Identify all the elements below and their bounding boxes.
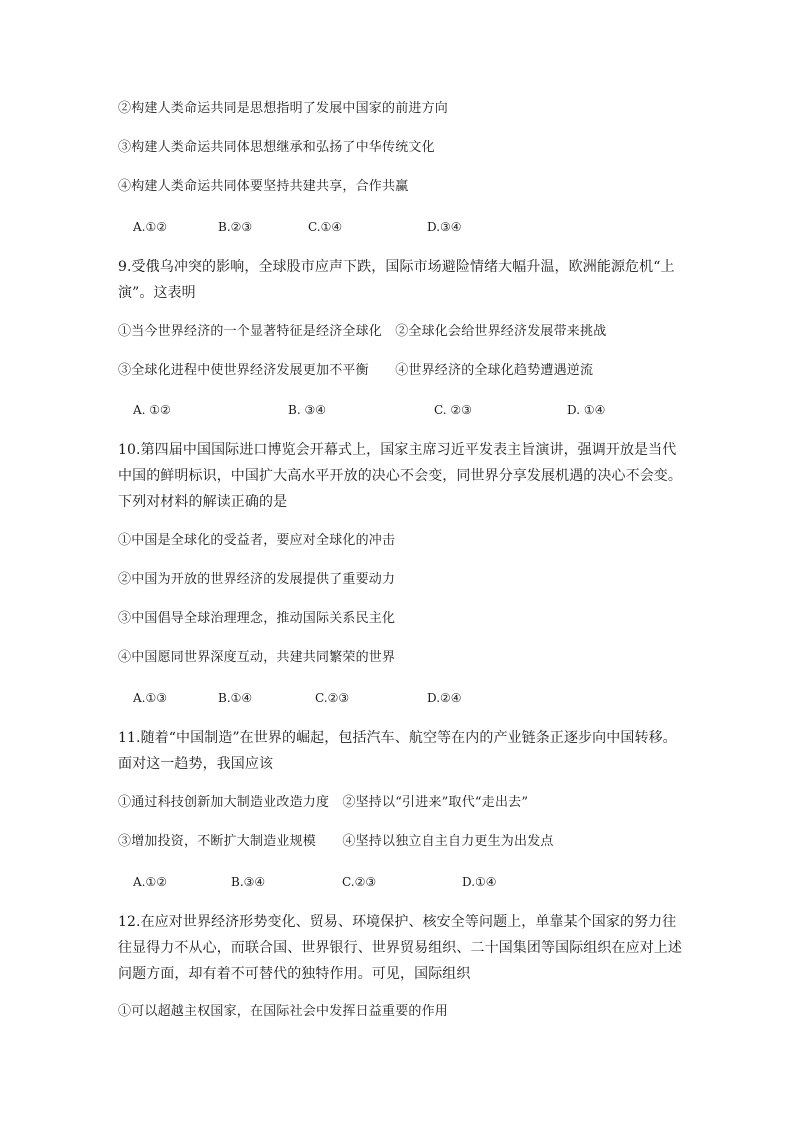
q9-stem-line-2: 演”。这表明 bbox=[118, 285, 196, 301]
q10-option-b: B.①④ bbox=[218, 691, 253, 705]
q10-option-c: C.②③ bbox=[315, 691, 350, 705]
q11-option-a: A.①② bbox=[133, 875, 167, 889]
q9-option-a: A. ①② bbox=[133, 403, 171, 417]
q11-stem-line-1: 11.随着“中国制造”在世界的崛起，包括汽车、航空等在内的产业链条正逐步向中国转移。 bbox=[118, 730, 677, 746]
q12-item-1: ①可以超越主权国家，在国际社会中发挥日益重要的作用 bbox=[118, 1004, 449, 1019]
q11-items-line-1: ①通过科技创新加大制造业改造力度 ②坚持以“引进来”取代“走出去” bbox=[118, 795, 529, 810]
q10-stem-line-3: 下列对材料的解读正确的是 bbox=[118, 494, 288, 510]
q12-stem-line-1: 12.在应对世界经济形势变化、贸易、环境保护、核安全等问题上，单靠某个国家的努力往 bbox=[118, 914, 677, 930]
q8-option-c: C.①④ bbox=[308, 220, 343, 234]
q9-option-b: B. ③④ bbox=[288, 403, 326, 417]
q10-item-2: ②中国为开放的世界经济的发展提供了重要动力 bbox=[118, 572, 396, 587]
q11-items-line-2: ③增加投资，不断扩大制造业规模 ④坚持以独立自主自力更生为出发点 bbox=[118, 834, 554, 849]
q8-option-d: D.③④ bbox=[427, 220, 462, 234]
q10-item-3: ③中国倡导全球治理理念，推动国际关系民主化 bbox=[118, 611, 396, 626]
q9-option-d: D. ①④ bbox=[567, 403, 606, 417]
q11-option-d: D.①④ bbox=[462, 875, 497, 889]
q9-items-line-1: ①当今世界经济的一个显著特征是经济全球化 ②全球化会给世界经济发展带来挑战 bbox=[118, 324, 607, 339]
q11-option-c: C.②③ bbox=[342, 875, 377, 889]
q10-stem-line-1: 10.第四届中国国际进口博览会开幕式上，国家主席习近平发表主旨演讲，强调开放是当代 bbox=[118, 442, 677, 458]
q10-option-d: D.②④ bbox=[427, 691, 462, 705]
q11-stem-line-2: 面对这一趋势，我国应该 bbox=[118, 756, 274, 772]
q10-item-4: ④中国愿同世界深度互动，共建共同繁荣的世界 bbox=[118, 650, 396, 665]
q9-items-line-2: ③全球化进程中使世界经济发展更加不平衡 ④世界经济的全球化趋势遭遇逆流 bbox=[118, 363, 594, 378]
q8-item-3: ③构建人类命运共同体思想继承和弘扬了中华传统文化 bbox=[118, 140, 435, 155]
q9-option-c: C. ②③ bbox=[434, 403, 472, 417]
q10-option-a: A.①③ bbox=[133, 691, 167, 705]
q10-stem-line-2: 中国的鲜明标识，中国扩大高水平开放的决心不会变，同世界分享发展机遇的决心不会变。 bbox=[118, 468, 682, 484]
q8-option-a: A.①② bbox=[133, 220, 167, 234]
q8-item-2: ②构建人类命运共同是思想指明了发展中国家的前进方向 bbox=[118, 101, 449, 116]
q10-item-1: ①中国是全球化的受益者，要应对全球化的冲击 bbox=[118, 533, 396, 548]
q8-option-b: B.②③ bbox=[218, 220, 253, 234]
q12-stem-line-2: 往显得力不从心，而联合国、世界银行、世界贸易组织、二十国集团等国际组织在应对上述 bbox=[118, 940, 682, 956]
q11-option-b: B.③④ bbox=[231, 875, 266, 889]
q8-item-4: ④构建人类命运共同体要坚持共建共享，合作共赢 bbox=[118, 179, 409, 194]
q9-stem-line-1: 9.受俄乌冲突的影响，全球股市应声下跌，国际市场避险情绪大幅升温，欧洲能源危机“上 bbox=[118, 259, 675, 275]
q12-stem-line-3: 问题方面，却有着不可替代的独特作用。可见，国际组织 bbox=[118, 966, 471, 982]
